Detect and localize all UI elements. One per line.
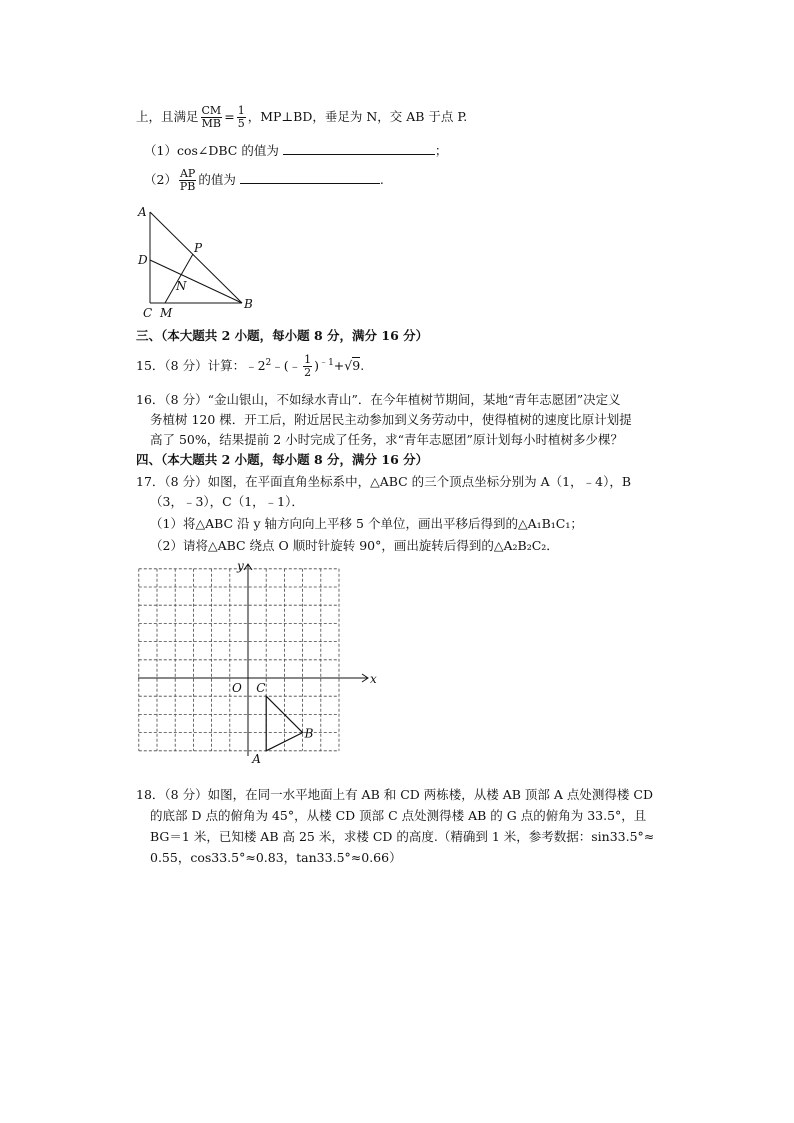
frac-num: 1 xyxy=(304,353,312,366)
q18-line-4: 0.55，cos33.5°≈0.83，tan33.5°≈0.66） xyxy=(150,850,402,865)
fraction-one-fifth xyxy=(237,105,246,130)
fraction-cm-mb xyxy=(201,105,223,130)
q15-minus: ﹣(﹣ xyxy=(271,358,302,373)
q15-close: ) xyxy=(314,358,320,373)
frac-den: MB xyxy=(201,117,222,130)
q17-line-1: 17．（8 分）如图，在平面直角坐标系中，△ABC 的三个顶点坐标分别为 A（1，﹣4），B xyxy=(136,474,632,489)
q14-part2 xyxy=(144,168,384,193)
q14-cont-suffix: ，MP⊥BD，垂足为 N，交 AB 于点 P. xyxy=(247,109,468,124)
q16-line-3: 高了 50%，结果提前 2 小时完成了任务，求“青年志愿团”原计划每小时植树多少棵？ xyxy=(150,432,623,447)
q15-plus: + xyxy=(333,358,345,373)
q17-part-2: （2）请将△ABC 绕点 O 顺时针旋转 90°，画出旋转后得到的△A₂B₂C₂． xyxy=(150,538,559,553)
segment-ab xyxy=(150,212,242,303)
equals-sign: = xyxy=(224,109,235,124)
section-3-heading: 三、（本大题共 2 小题，每小题 8 分，满分 16 分） xyxy=(136,328,429,343)
label-n: N xyxy=(176,279,187,293)
q16-line-2: 务植树 120 棵．开工后，附近居民主动参加到义务劳动中，使得植树的速度比原计划提 xyxy=(150,412,632,427)
label-point-a: A xyxy=(252,751,261,766)
answer-blank[interactable] xyxy=(240,171,380,184)
q14-part2-suffix: 的值为 xyxy=(198,172,236,187)
q18-line-3: BG＝1 米，已知楼 AB 高 25 米，求楼 CD 的高度.（精确到 1 米，参考数据：sin33.5°≈ xyxy=(150,829,655,844)
answer-blank[interactable] xyxy=(283,142,435,155)
q15-end: . xyxy=(360,358,365,373)
frac-den: PB xyxy=(179,180,196,193)
sqrt-symbol: √ xyxy=(344,358,353,373)
q17-part-1: （1）将△ABC 沿 y 轴方向向上平移 5 个单位，画出平移后得到的△A₁B₁C₁； xyxy=(150,516,583,531)
q17-coordinate-grid xyxy=(130,558,390,768)
q15-exp-b: ﹣1 xyxy=(319,357,334,368)
label-x-axis: x xyxy=(370,672,377,686)
q14-part1-end: ； xyxy=(434,143,448,158)
frac-den: 5 xyxy=(237,117,245,130)
q15-sqrt-value: 9 xyxy=(352,358,361,373)
q14-part2-prefix: （2） xyxy=(144,172,177,187)
label-p: P xyxy=(194,241,203,255)
q14-part2-end: . xyxy=(379,172,384,187)
label-point-b: B xyxy=(304,726,314,741)
label-m: M xyxy=(160,306,173,320)
q14-part1 xyxy=(144,142,447,159)
label-a: A xyxy=(138,205,147,219)
q14-condition-line xyxy=(136,105,467,130)
q16-line-1: 16．（8 分）“金山银山，不如绿水青山”．在今年植树节期间，某地“青年志愿团”决定义 xyxy=(136,392,621,407)
frac-den: 2 xyxy=(304,366,312,379)
label-point-c: C xyxy=(256,681,266,696)
q17-line-2: （3，﹣3），C（1，﹣1）． xyxy=(150,494,304,509)
q14-triangle-figure xyxy=(130,200,270,325)
frac-num: CM xyxy=(201,104,222,117)
segment-db xyxy=(150,260,242,303)
frac-num: 1 xyxy=(237,104,245,117)
label-origin: O xyxy=(232,681,242,695)
label-c: C xyxy=(143,306,153,320)
q18-line-1: 18．（8 分）如图，在同一水平地面上有 AB 和 CD 两栋楼，从楼 AB 顶部 A 点处测得楼 CD xyxy=(136,787,653,802)
q14-part1-text: （1）cos∠DBC 的值为 xyxy=(144,143,279,158)
q14-cont-prefix: 上，且满足 xyxy=(136,109,199,124)
label-b: B xyxy=(244,297,253,311)
q18-line-2: 的底部 D 点的俯角为 45°，从楼 CD 顶部 C 点处测得楼 AB 的 G 点的俯角为 33.5°，且 xyxy=(150,808,647,823)
fraction-one-half xyxy=(303,354,312,379)
q15-prefix: 15．（8 分）计算： xyxy=(136,358,246,373)
q15-term-a: ﹣2 xyxy=(245,358,266,373)
section-4-heading: 四、（本大题共 2 小题，每小题 8 分，满分 16 分） xyxy=(136,452,429,467)
label-d: D xyxy=(138,253,148,267)
q15-exp-a: 2 xyxy=(265,357,272,368)
label-y-axis: y xyxy=(237,559,244,573)
fraction-ap-pb xyxy=(179,168,196,193)
frac-num: AP xyxy=(179,167,196,180)
q15-line xyxy=(136,354,364,379)
